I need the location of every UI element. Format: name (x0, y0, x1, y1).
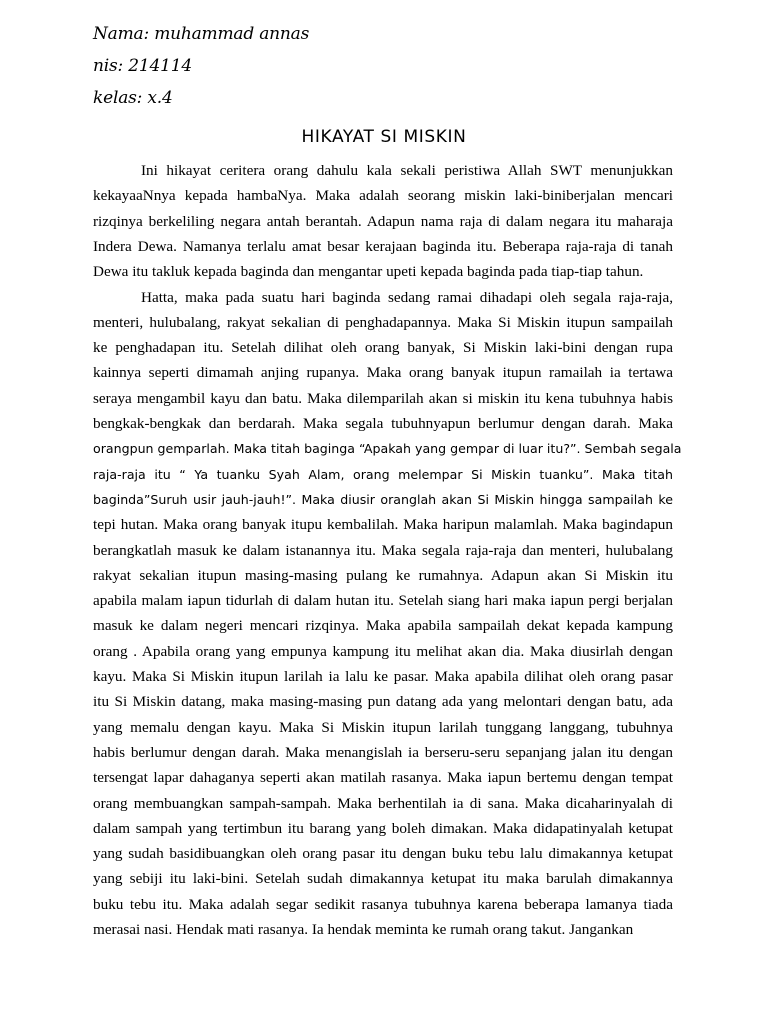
paragraph-line: ke penghadapan itu. Setelah dilihat oleh orang banyak, Si Miskin laki-bini dengan rupa (93, 339, 673, 357)
paragraph-line: dalam sampah yang tertimbun itu barang yang boleh dimakan. Maka didapatinyalah ketupat (93, 819, 673, 837)
paragraph-line: buku tebu itu. Maka adalah segar sedikit rasanya tubuhnya karena beberapa lamanya tiada (93, 895, 673, 913)
paragraph-line: yang sebiji itu laki-bini. Setelah sudah dimakannya ketupat itu maka barulah dimakannya (93, 870, 673, 888)
paragraph-line: itu Si Miskin datang, maka masing-masing pun datang ada yang melontari dengan batu, ada (93, 693, 673, 711)
paragraph-line: raja-raja itu “ Ya tuanku Syah Alam, orang melempar Si Miskin tuanku”. Maka titah (93, 466, 673, 482)
student-name: Nama: muhammad annas (93, 24, 310, 44)
paragraph-line: yang memalu dengan kayu. Maka Si Miskin itupun larilah tunggang langgang, tubuhnya (93, 718, 673, 736)
paragraph-line: yang sudah basidibuangkan oleh orang pasar itu dengan buku tebu lalu dimakannya ketupat (93, 845, 673, 863)
paragraph-line: Ini hikayat ceritera orang dahulu kala sekali peristiwa Allah SWT menunjukkan (141, 162, 673, 179)
paragraph-line: habis berlumur dengan darah. Maka menangislah ia berseru-seru sepanjang jalan itu dengan (93, 743, 673, 761)
paragraph-line: masuk ke dalam negeri mencari rizqinya. Maka apabila sampailah dekat kepada kampung (93, 617, 673, 635)
paragraph-line: merasai nasi. Hendak mati rasanya. Ia hendak meminta ke rumah orang takut. Jangankan (93, 921, 634, 938)
paragraph-line: baginda”Suruh usir jauh-jauh!”. Maka diusir oranglah akan Si Miskin hingga sampailah ke (93, 491, 673, 507)
paragraph-line: tepi hutan. Maka orang banyak itupu kembalilah. Maka haripun malamlah. Maka bagindapun (93, 516, 673, 534)
paragraph-line: kekayaaNnya kepada hambaNya. Maka adalah seorang miskin laki-biniberjalan mencari (93, 187, 673, 205)
paragraph-line: bengkak-bengkak dan berdarah. Maka segala tubuhnyapun berlumur dengan darah. Maka (93, 415, 673, 432)
paragraph-line: menteri, hulubalang, rakyat sekalian di penghadapannya. Maka Si Miskin itupun sampailah (93, 313, 673, 331)
paragraph-line: Indera Dewa. Namanya terlalu amat besar kerajaan baginda itu. Beberapa raja-raja di tanah (93, 237, 673, 255)
paragraph-line: rizqinya berkeliling negara antah berantah. Adapun nama raja di dalam negara itu maharaja (93, 212, 673, 230)
paragraph-line: seraya mengambil kayu dan batu. Maka dilemparilah akan si miskin itu kena tubuhnya habis (93, 389, 673, 407)
student-class: kelas: x.4 (93, 88, 173, 108)
paragraph-line: orangpun gemparlah. Maka titah baginga “Apakah yang gempar di luar itu?”. Sembah segala (93, 441, 682, 457)
paragraph-line: apabila malam iapun tidurlah di dalam hutan itu. Setelah siang hari maka iapun pergi berjalan (93, 592, 673, 610)
paragraph-line: orang . Apabila orang yang empunya kampung itu melihat akan dia. Maka diusirlah dengan (93, 642, 673, 660)
paragraph-line: tersengat lapar dahaganya seperti akan matilah rasanya. Maka iapun bertemu dengan tempat (93, 769, 673, 787)
paragraph-line: rakyat sekalian itupun masing-masing pulang ke rumahnya. Adapun akan Si Miskin itu (93, 566, 673, 584)
paragraph-line: orang membuangkan sampah-sampah. Maka berhentilah ia di sana. Maka dicaharinyalah di (93, 794, 673, 812)
story-title: HIKAYAT SI MISKIN (301, 127, 467, 147)
paragraph-line: berangkatlah masuk ke dalam istanannya itu. Maka segala raja-raja dan menteri, hulubalang (93, 541, 673, 559)
paragraph-line: Dewa itu takluk kepada baginda dan mengantar upeti kepada baginda pada tiap-tiap tahun. (93, 263, 644, 281)
paragraph-line: Hatta, maka pada suatu hari baginda sedang ramai dihadapi oleh segala raja-raja, (141, 288, 673, 306)
student-nis: nis: 214114 (93, 56, 192, 76)
paragraph-line: kayu. Maka Si Miskin itupun larilah ia lalu ke pasar. Maka apabila dilihat oleh orang pasar (93, 668, 673, 685)
paragraph-line: kainnya seperti dimamah anjing rupanya. Maka orang banyak itupun ramailah ia tertawa (93, 364, 673, 382)
